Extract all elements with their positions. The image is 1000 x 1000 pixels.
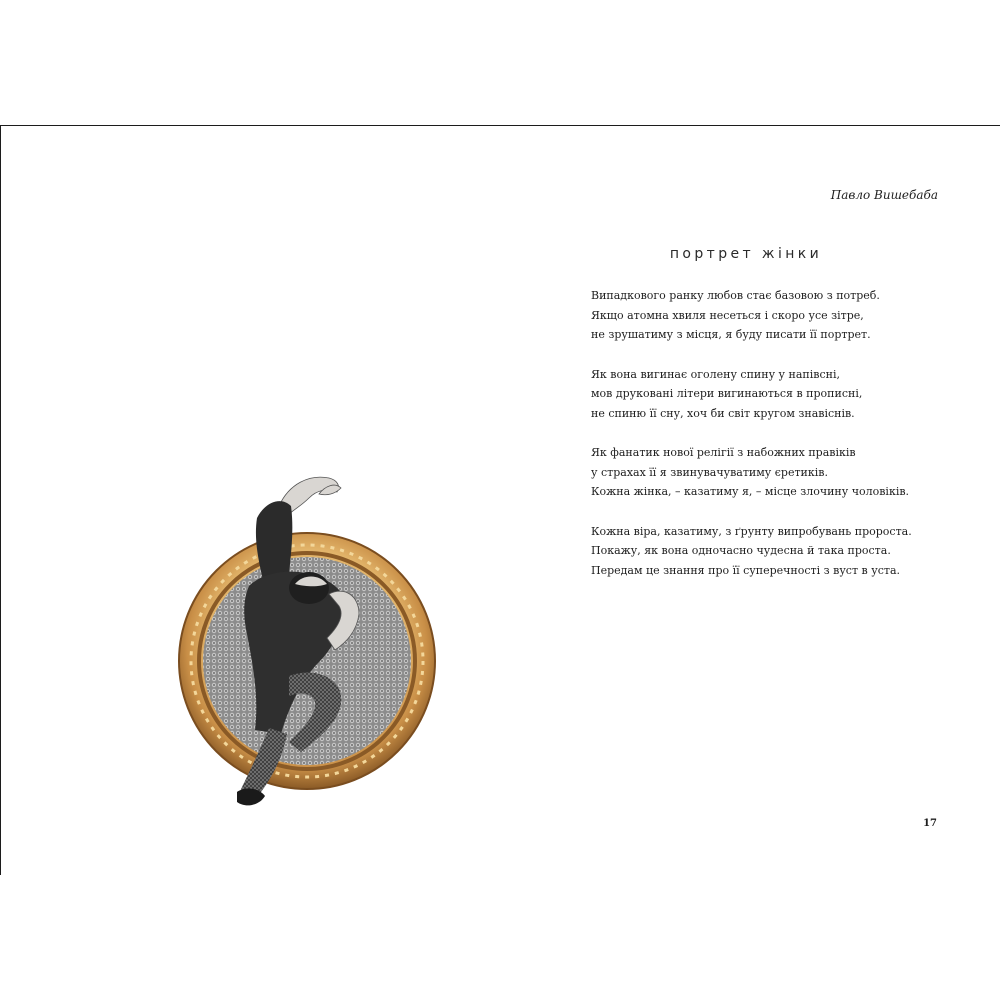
poem-line: Передам це знання про її суперечності з вуст в уста. — [591, 563, 901, 577]
running-header-author: Павло Вишебаба — [830, 188, 938, 202]
poem-title: портрет жінки — [669, 246, 823, 262]
poem-line: не зрушатиму з місця, я буду писати її портрет. — [591, 328, 871, 341]
poem-line: Покажу, як вона одночасно чудесна й така проста. — [591, 544, 891, 557]
stanza-4 — [591, 522, 986, 581]
page-number: 17 — [923, 818, 937, 829]
poem-line: Якщо атомна хвиля несеться і скоро усе зітре, — [591, 308, 864, 322]
poem-line: Як вона вигинає оголену спину у напівсні, — [591, 367, 840, 381]
stanza-1 — [591, 286, 986, 345]
poem-line: у страхах її я звинувачуватиму єретиків. — [591, 465, 828, 479]
poem-line: Випадкового ранку любов стає базовою з потреб. — [591, 289, 880, 302]
poem-line: мов друковані літери вигинаються в прописні, — [591, 387, 863, 400]
collage-illustration — [169, 466, 449, 816]
poem-line: Кожна жінка, – казатиму я, – місце злочину чоловіків. — [591, 485, 910, 498]
book-spread — [0, 125, 1000, 875]
poem-line: Як фанатик нової релігії з набожних правіків — [591, 446, 856, 459]
stanza-2 — [591, 365, 986, 424]
poem-line: не спиню її сну, хоч би світ кругом знавіснів. — [591, 406, 855, 420]
stanza-3 — [591, 443, 986, 502]
poem-body — [591, 286, 986, 600]
poem-line: Кожна віра, казатиму, з ґрунту випробувань пророста. — [591, 524, 912, 538]
